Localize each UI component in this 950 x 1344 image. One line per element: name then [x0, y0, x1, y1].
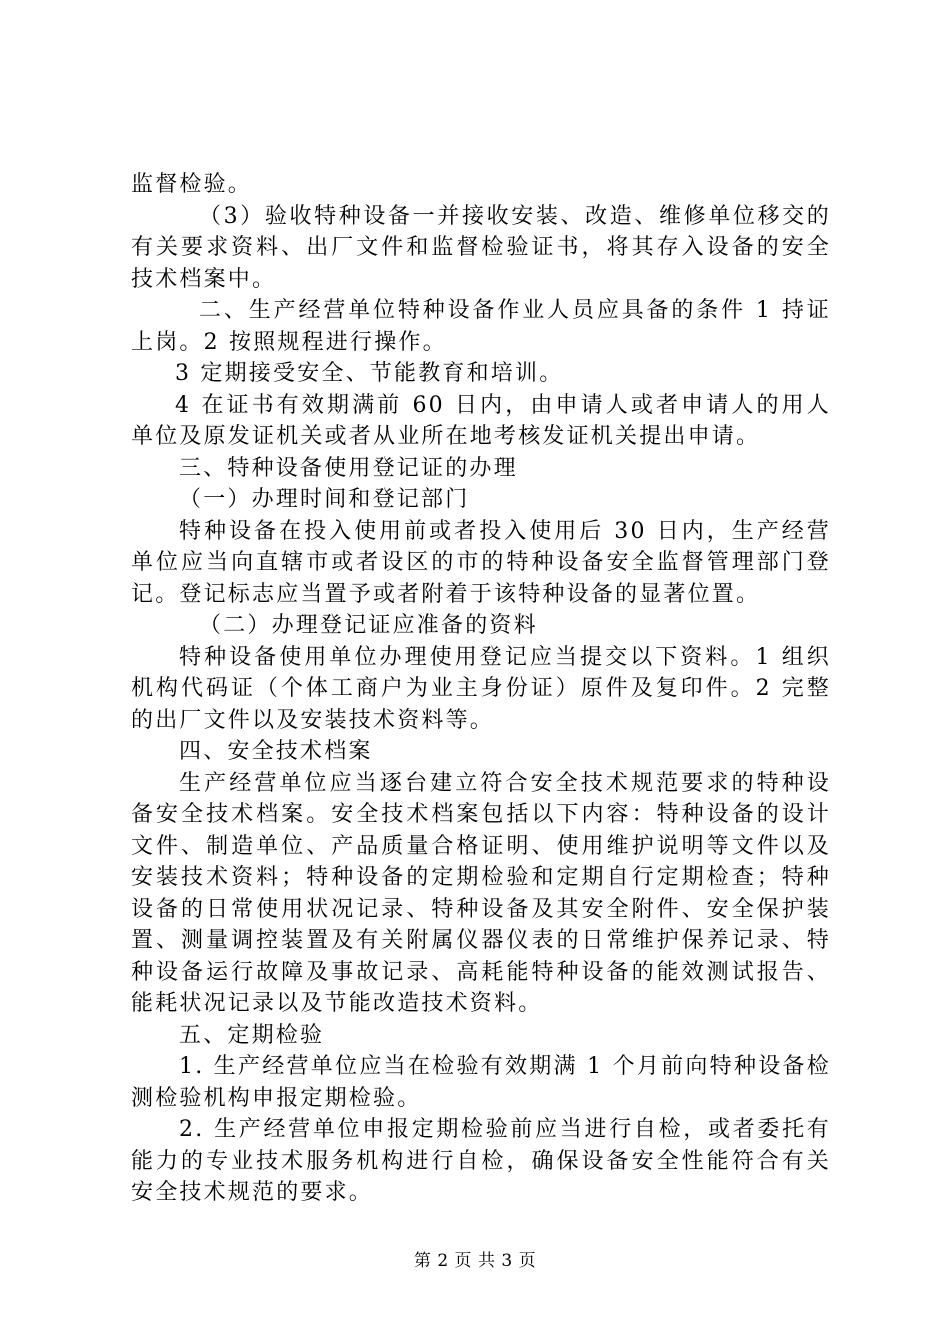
document-body — [131, 169, 831, 1209]
paragraph: 1. 生产经营单位应当在检验有效期满 1 个月前向特种设备检测检验机构申报定期检验。 — [131, 1054, 831, 1111]
section-heading: 三、特种设备使用登记证的办理 — [179, 455, 518, 481]
paragraph: 4 在证书有效期满前 60 日内，由申请人或者申请人的用人单位及原发证机关或者从业所在地考核发证机关提出申请。 — [131, 392, 831, 449]
paragraph: 生产经营单位应当逐台建立符合安全技术规范要求的特种设备安全技术档案。安全技术档案包括以下内容：特种设备的设计文件、制造单位、产品质量合格证明、使用维护说明等文件以及安装技术资料；特种设备的定期检验和定期自行定期检查；特种设备的日常使用状况记录、特种设备及其安全附件、安全保护装置、测量调控装置及有关附属仪器仪表的日常维护保养记录、特种设备运行故障及事故记录、高耗能特种设备的能效测试报告、能耗状况记录以及节能改造技术资料。 — [131, 770, 831, 1016]
paragraph: 3 定期接受安全、节能教育和培训。 — [175, 361, 564, 386]
section-heading: 五、定期检验 — [179, 1022, 325, 1048]
paragraph: 特种设备使用单位办理使用登记应当提交以下资料。1 组织机构代码证（个体工商户为业主身份证）原件及复印件。2 完整的出厂文件以及安装技术资料等。 — [131, 644, 831, 733]
section-heading: 四、安全技术档案 — [179, 739, 373, 764]
paragraph: 特种设备在投入使用前或者投入使用后 30 日内，生产经营单位应当向直辖市或者设区的市的特种设备安全监督管理部门登记。登记标志应当置予或者附着于该特种设备的显著位置。 — [131, 518, 831, 607]
paragraph: 监督检验。 — [131, 172, 253, 197]
subsection-heading: （二）办理登记证应准备的资料 — [199, 613, 538, 638]
page-number-footer: 第 2 页 共 3 页 — [413, 1251, 537, 1271]
subsection-heading: （一）办理时间和登记部门 — [179, 487, 470, 512]
paragraph: 2. 生产经营单位申报定期检验前应当进行自检，或者委托有能力的专业技术服务机构进行自检，确保设备安全性能符合有关安全技术规范的要求。 — [131, 1117, 831, 1205]
paragraph: （3）验收特种设备一并接收安装、改造、维修单位移交的有关要求资料、出厂文件和监督检验证书，将其存入设备的安全技术档案中。 — [131, 203, 831, 292]
paragraph: 二、生产经营单位特种设备作业人员应具备的条件 1 持证上岗。2 按照规程进行操作。 — [131, 298, 831, 355]
